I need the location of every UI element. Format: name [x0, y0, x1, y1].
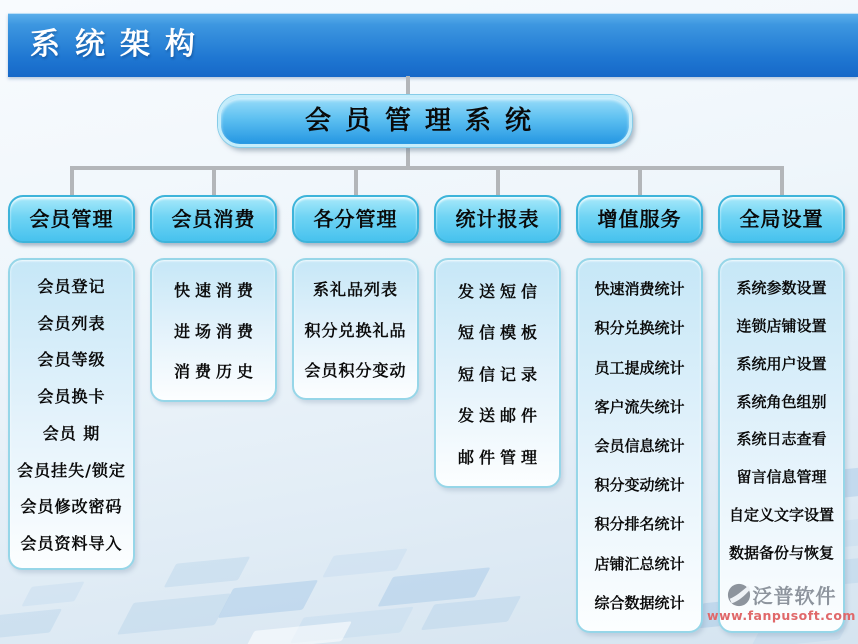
- column-card: [150, 258, 277, 402]
- list-item: 积分排名统计: [594, 515, 685, 534]
- list-item: 系统参数设置: [736, 278, 827, 297]
- column-header-label: 各分管理: [313, 207, 398, 231]
- column-card: [434, 258, 561, 488]
- list-item: 留言信息管理: [736, 468, 827, 487]
- column-card: [576, 258, 703, 633]
- decorative-tile: [322, 548, 408, 577]
- list-item: 连锁店铺设置: [736, 316, 827, 335]
- item-list: [10, 260, 133, 568]
- column-card: [292, 258, 419, 400]
- list-item: 数据备份与恢复: [728, 544, 834, 562]
- list-item: 会员等级: [37, 350, 106, 370]
- list-item: 系统日志查看: [736, 430, 827, 449]
- item-list: [578, 260, 701, 631]
- fanpu-logo-icon: [727, 583, 751, 607]
- connector-line: [406, 76, 410, 97]
- list-item: 积分兑换礼品: [304, 320, 407, 340]
- page-header-bar: [8, 13, 858, 77]
- list-item: 会员列表: [37, 313, 106, 333]
- decorative-tile: [21, 581, 84, 606]
- list-item: 快速消费: [173, 280, 258, 300]
- list-item: 会员信息统计: [594, 436, 685, 455]
- column-header-label: 会员管理: [29, 207, 114, 231]
- decorative-tile: [117, 593, 231, 634]
- column-header-member-consumption: [150, 195, 277, 243]
- column-header-label: 增值服务: [597, 207, 682, 231]
- list-item: 发送邮件: [457, 406, 542, 425]
- connector-rail: [70, 166, 784, 170]
- list-item: 会员修改密码: [20, 497, 123, 517]
- item-list: [436, 260, 559, 486]
- list-item: 会员积分变动: [304, 360, 407, 380]
- connector-line: [212, 168, 216, 196]
- list-item: 短信模板: [457, 323, 542, 342]
- list-item: 积分兑换统计: [594, 319, 685, 338]
- column-card: [707, 258, 856, 633]
- list-item: 系统用户设置: [736, 354, 827, 373]
- list-item: 系礼品列表: [312, 280, 398, 300]
- connector-line: [496, 168, 500, 196]
- column-header-member-management: [8, 195, 135, 243]
- watermark-url: www.fanpusoft.com: [707, 608, 856, 623]
- item-list: [152, 260, 275, 400]
- list-item: 发送短信: [457, 281, 542, 301]
- connector-line: [406, 147, 410, 167]
- list-item: 客户流失统计: [594, 397, 685, 416]
- list-item: 短信记录: [457, 364, 542, 384]
- root-node-label: 会员管理系统: [304, 106, 545, 136]
- list-item: 会员换卡: [37, 387, 106, 407]
- list-item: 综合数据统计: [594, 593, 685, 612]
- watermark: [707, 580, 856, 631]
- column-card: [8, 258, 135, 570]
- list-item: 会员登记: [37, 276, 106, 296]
- decorative-tile: [218, 580, 318, 618]
- item-list: [294, 260, 417, 398]
- column-value-added-services: [576, 195, 703, 633]
- list-item: 会员 期: [42, 423, 101, 443]
- list-item: 积分变动统计: [594, 476, 685, 495]
- decorative-tile: [164, 556, 251, 587]
- connector-line: [638, 168, 642, 196]
- list-item: 快速消费统计: [594, 280, 685, 299]
- column-global-settings: [707, 195, 856, 633]
- column-header-label: 全局设置: [739, 207, 824, 231]
- column-header-value-added-services: [576, 195, 703, 243]
- page-title: 系统架构: [30, 27, 210, 62]
- column-header-points-gift-management: [292, 195, 419, 243]
- column-header-label: 会员消费: [171, 207, 256, 231]
- list-item: 自定义文字设置: [728, 506, 834, 525]
- connector-line: [70, 168, 74, 196]
- list-item: 店铺汇总统计: [594, 554, 685, 573]
- column-member-management: [8, 195, 135, 570]
- connector-line: [354, 168, 358, 196]
- column-points-gift-management: [292, 195, 419, 400]
- watermark-brand: 泛普软件: [752, 584, 837, 608]
- root-node-member-management-system: [218, 95, 632, 147]
- column-header-statistics-reports: [434, 195, 561, 243]
- item-list: [720, 260, 843, 580]
- list-item: 会员挂失/锁定: [17, 460, 126, 480]
- list-item: 员工提成统计: [594, 358, 685, 377]
- connector-line: [780, 168, 784, 196]
- decorative-tile: [0, 609, 62, 640]
- list-item: 进场消费: [173, 321, 258, 341]
- list-item: 系统角色组别: [736, 392, 827, 411]
- list-item: 邮件管理: [457, 447, 542, 467]
- list-item: 消费历史: [173, 362, 258, 382]
- column-header-global-settings: [718, 195, 845, 243]
- column-member-consumption: [150, 195, 277, 402]
- list-item: 会员资料导入: [20, 534, 123, 554]
- column-header-label: 统计报表: [455, 207, 540, 231]
- column-statistics-reports: [434, 195, 561, 488]
- decorative-tile: [244, 621, 352, 644]
